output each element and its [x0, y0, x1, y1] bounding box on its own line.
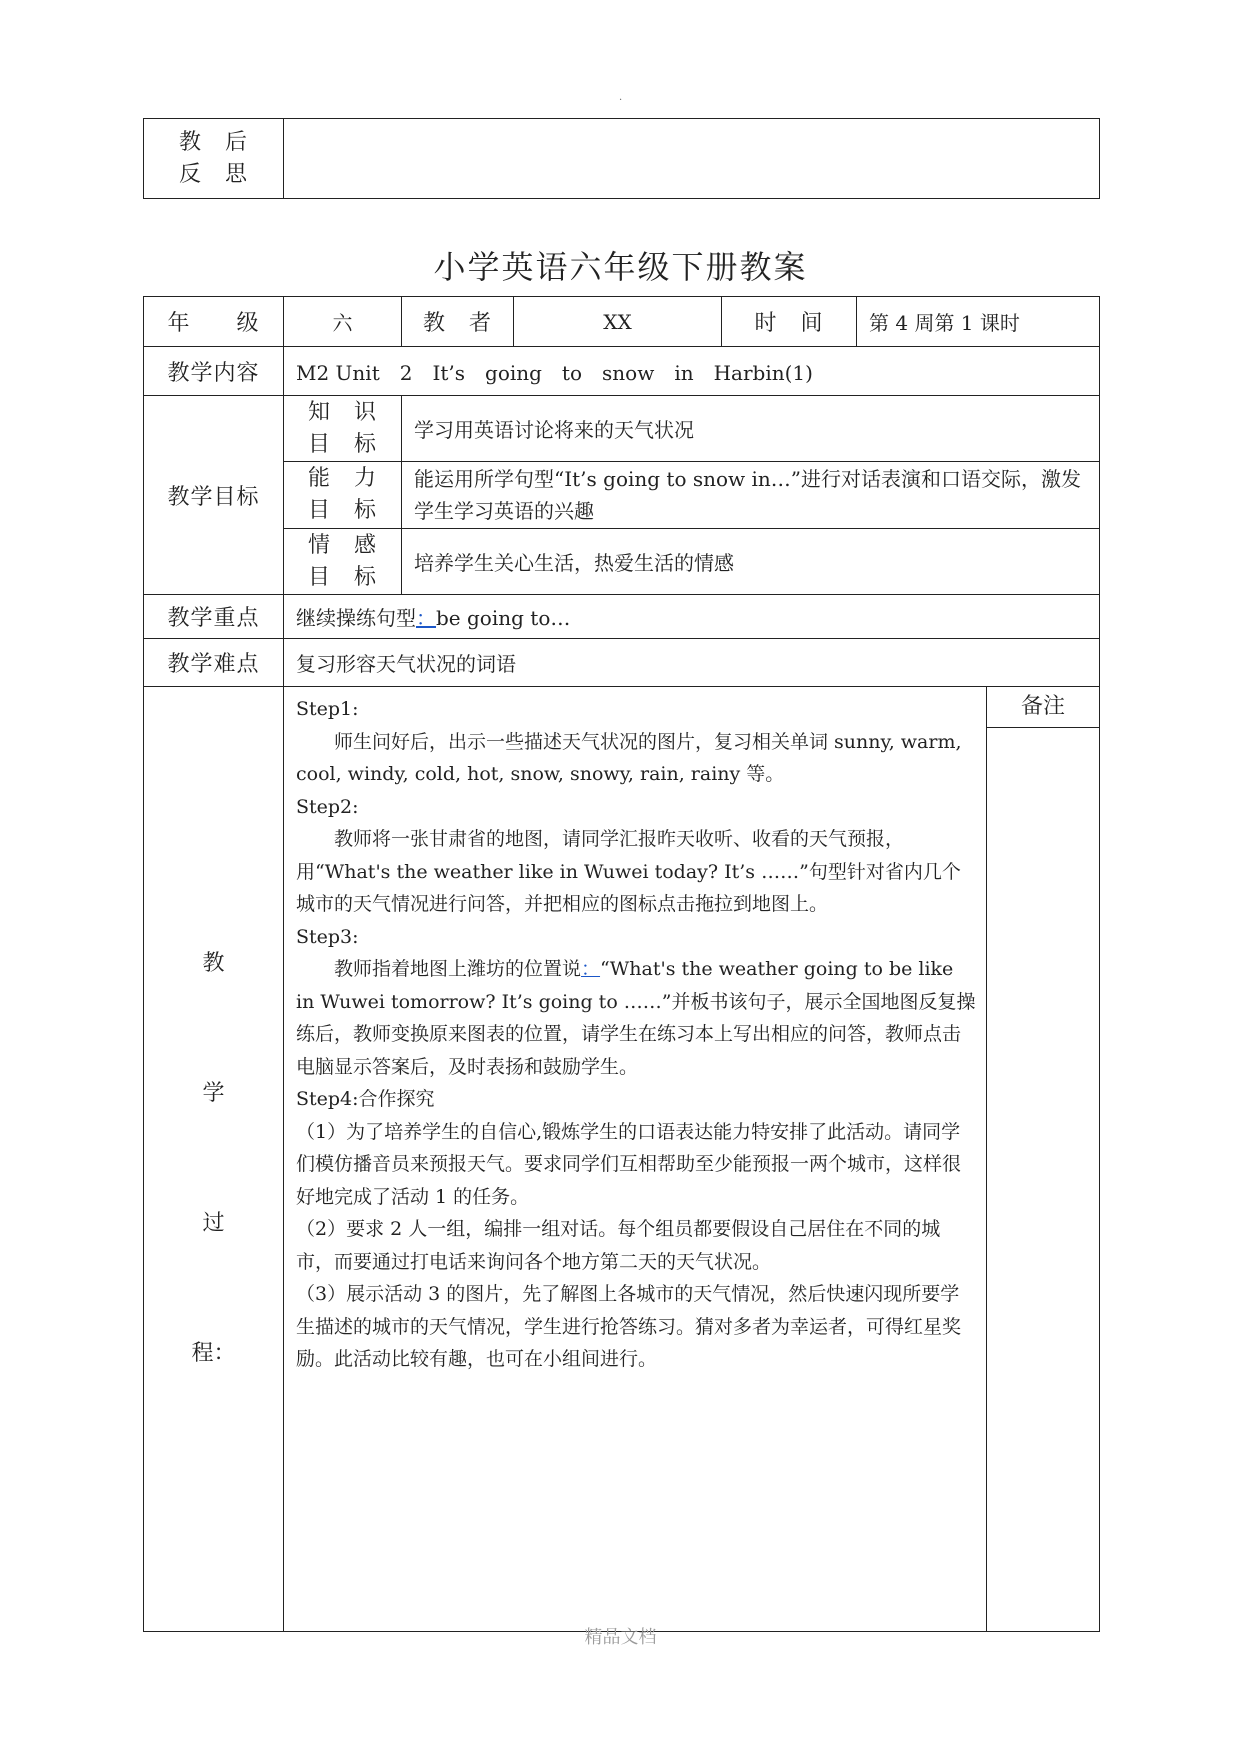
process-char-1: 教 — [202, 951, 225, 976]
footer-watermark: 精品文档 — [584, 1627, 657, 1648]
teacher-value: XX — [514, 297, 722, 347]
lesson-plan-table — [143, 296, 1100, 1632]
step1-title: Step1: — [296, 698, 359, 720]
difficulty-label: 教学难点 — [144, 639, 284, 687]
process-char-2: 学 — [202, 1081, 225, 1106]
step2-text: 教师将一张甘肃省的地图，请同学汇报昨天收听、收看的天气预报，用“What's the weather like in Wuwei today? It’s ……”句型针对省内几个城市的天气情况进行问答，并把相应的图标点击拖拉到地图上。 — [296, 828, 961, 915]
emotion-objective-text: 培养学生关心生活，热爱生活的情感 — [402, 529, 1100, 595]
reflection-content — [284, 119, 1100, 199]
content-label: 教学内容 — [144, 347, 284, 396]
reflection-table — [143, 118, 1100, 199]
knowledge-objective-label — [284, 396, 402, 462]
step3-text — [296, 953, 976, 1083]
step3-text-b: “What's the weather going to be like in Wuwei tomorrow? It’s going to ……”并板书该句子，展示全国地图反复操练后，教师变换原来图表的位置，请学生在练习本上写出相应的问答，教师点击电脑显示答案后，及时表扬和鼓励学生。 — [296, 958, 976, 1078]
reflection-label-line1: 教 后 — [178, 129, 248, 155]
content-value: M2 Unit 2 It’s going to snow in Harbin(1) — [284, 347, 1100, 396]
step3-title: Step3: — [296, 925, 359, 948]
time-label: 时 间 — [722, 297, 857, 347]
key-point-text — [284, 595, 1100, 639]
notes-label: 备注 — [987, 687, 1099, 728]
process-char-3: 过 — [202, 1211, 225, 1236]
knowledge-label-line1: 知 识 — [307, 399, 377, 425]
reflection-label — [144, 119, 284, 199]
ability-objective-label — [284, 462, 402, 529]
step4-item-3: （3）展示活动 3 的图片，先了解图上各城市的天气情况，然后快速闪现所要学生描述的城市的天气情况，学生进行抢答练习。猜对多者为幸运者，可得红星奖励。此活动比较有趣，也可在小组间进行。 — [296, 1283, 962, 1370]
teacher-label: 教 者 — [402, 297, 514, 347]
key-point-text-a: 继续操练句型 — [296, 606, 416, 630]
grade-value: 六 — [284, 297, 402, 347]
step4-item-1: （1）为了培养学生的自信心,锻炼学生的口语表达能力特安排了此活动。请同学们模仿播音员来预报天气。要求同学们互相帮助至少能预报一两个城市，这样很好地完成了活动 1 的任务。 — [296, 1120, 962, 1208]
ability-label-line2: 目 标 — [307, 498, 377, 523]
notes-column — [987, 687, 1100, 1632]
knowledge-objective-text: 学习用英语讨论将来的天气状况 — [402, 396, 1100, 462]
key-point-colon: ： — [416, 606, 436, 630]
ability-objective-text: 能运用所学句型“It’s going to snow in…”进行对话表演和口语交际，激发学生学习英语的兴趣 — [402, 462, 1100, 529]
key-point-text-b: be going to… — [436, 606, 571, 630]
top-dot: . — [619, 92, 623, 103]
difficulty-text: 复习形容天气状况的词语 — [284, 639, 1100, 687]
emotion-objective-label — [284, 529, 402, 595]
step1-text: 师生问好后，出示一些描述天气状况的图片，复习相关单词 sunny, warm, cool, windy, cold, hot, snow, snowy, rain, rainy 等。 — [296, 730, 962, 785]
step3-text-a: 教师指着地图上潍坊的位置说 — [334, 958, 582, 980]
time-value: 第 4 周第 1 课时 — [857, 297, 1100, 347]
key-point-label: 教学重点 — [144, 595, 284, 639]
ability-label-line1: 能 力 — [307, 466, 377, 491]
process-char-4: 程： — [191, 1341, 236, 1366]
page-title: 小学英语六年级下册教案 — [433, 248, 808, 286]
emotion-label-line1: 情 感 — [307, 532, 377, 558]
step2-title: Step2: — [296, 795, 359, 818]
grade-label: 年 级 — [144, 297, 284, 347]
knowledge-label-line2: 目 标 — [307, 431, 377, 457]
process-content — [284, 687, 987, 1632]
step3-colon: ： — [581, 958, 601, 980]
step4-title: Step4:合作探究 — [296, 1088, 435, 1110]
process-label — [144, 687, 284, 1632]
step4-item-2: （2）要求 2 人一组，编排一组对话。每个组员都要假设自己居住在不同的城市，而要通过打电话来询问各个地方第二天的天气状况。 — [296, 1218, 941, 1273]
objectives-label: 教学目标 — [144, 396, 284, 595]
reflection-label-line2: 反 思 — [178, 161, 248, 187]
emotion-label-line2: 目 标 — [307, 564, 377, 590]
